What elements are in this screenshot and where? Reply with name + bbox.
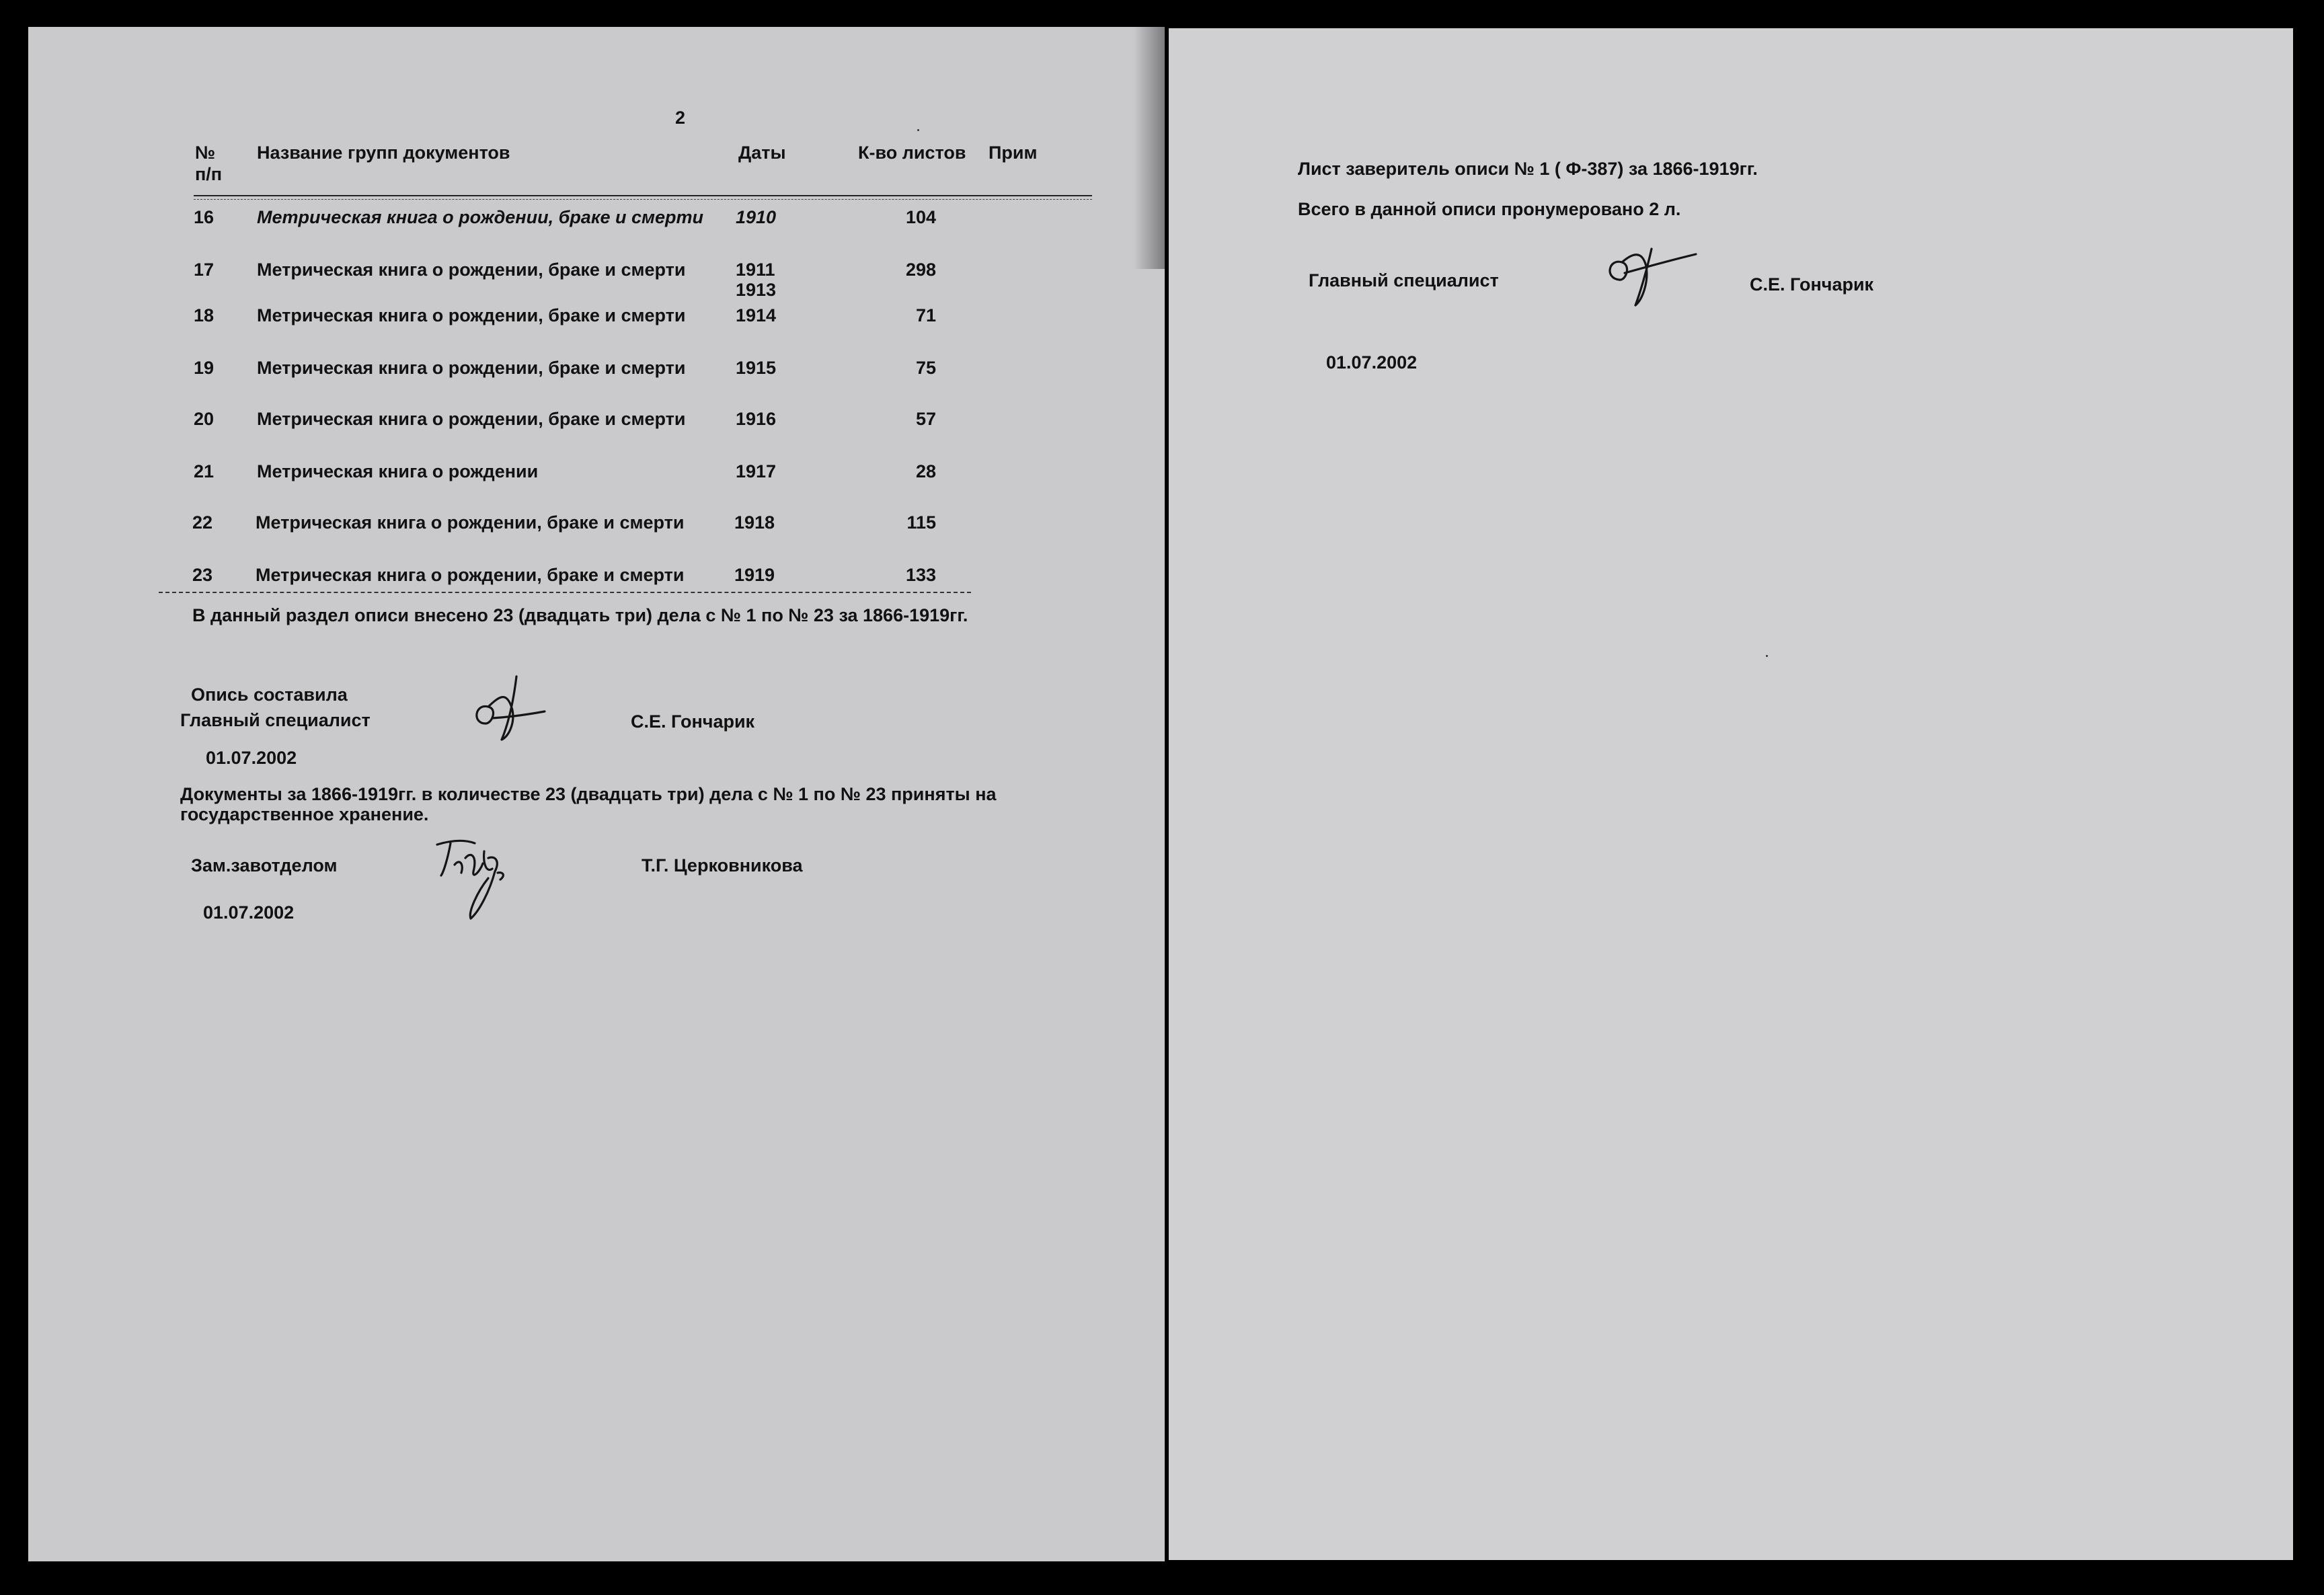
table-bottom-rule — [159, 592, 971, 593]
table-row-sheets: 71 — [915, 305, 936, 325]
signature-goncharik-left — [465, 670, 553, 744]
deputy-date: 01.07.2002 — [203, 902, 295, 923]
table-row-date-end: 1913 — [736, 280, 777, 300]
table-row-date: 1911 — [736, 260, 775, 280]
compiled-date: 01.07.2002 — [206, 748, 297, 768]
table-row-date: 1918 — [734, 512, 775, 533]
certifier-role: Главный специалист — [1309, 270, 1499, 290]
certification-date: 01.07.2002 — [1326, 352, 1418, 373]
table-row-num: 17 — [194, 260, 215, 280]
table-row-sheets: 115 — [906, 512, 936, 533]
table-row-sheets: 75 — [915, 358, 936, 378]
accepted-line-2: государственное хранение. — [180, 804, 429, 824]
header-note: Прим — [989, 143, 1038, 163]
page-number: 2 — [675, 108, 686, 128]
header-title: Название групп документов — [257, 143, 510, 163]
table-row-date: 1910 — [736, 207, 777, 227]
table-row-title: Метрическая книга о рождении, браке и смерти — [257, 358, 686, 378]
table-row-title: Метрическая книга о рождении, браке и смерти — [256, 512, 685, 533]
table-row-num: 20 — [194, 409, 215, 429]
page-fold-shadow — [1134, 27, 1165, 269]
right-page — [1169, 28, 2293, 1560]
compiled-role: Главный специалист — [180, 710, 371, 730]
table-row-sheets: 57 — [915, 409, 936, 429]
speck — [1766, 655, 1768, 657]
table-row-num: 18 — [194, 305, 215, 325]
table-row-date: 1916 — [736, 409, 777, 429]
certification-total: Всего в данной описи пронумеровано 2 л. — [1298, 199, 1681, 219]
summary-line: В данный раздел описи внесено 23 (двадцать три) дела с № 1 по № 23 за 1866-1919гг. — [192, 605, 968, 625]
accepted-line-1: Документы за 1866-1919гг. в количестве 23 (двадцать три) дела с № 1 по № 23 приняты на — [180, 784, 997, 804]
table-row-title: Метрическая книга о рождении, браке и смерти — [257, 207, 704, 227]
table-row-sheets: 28 — [915, 461, 936, 481]
table-row-sheets: 133 — [905, 565, 936, 585]
table-row-sheets: 298 — [905, 260, 936, 280]
deputy-name: Т.Г. Церковникова — [642, 855, 803, 876]
table-row-num: 19 — [194, 358, 215, 378]
table-row-date: 1919 — [734, 565, 775, 585]
table-row-num: 21 — [194, 461, 215, 481]
table-row-date: 1915 — [736, 358, 777, 378]
table-row-sheets: 104 — [905, 207, 936, 227]
signature-tserkovnikova — [430, 831, 525, 925]
header-num: № — [195, 143, 216, 163]
deputy-role: Зам.завотделом — [191, 855, 338, 876]
table-row-num: 23 — [192, 565, 213, 585]
table-row-num: 16 — [194, 207, 215, 227]
table-row-title: Метрическая книга о рождении, браке и смерти — [257, 409, 686, 429]
header-rule — [194, 195, 1092, 196]
certifier-name: С.Е. Гончарик — [1750, 274, 1874, 295]
table-row-title: Метрическая книга о рождении — [257, 461, 539, 481]
table-row-title: Метрическая книга о рождении, браке и смерти — [257, 305, 686, 325]
certification-title: Лист заверитель описи № 1 ( Ф-387) за 1866-1919гг. — [1298, 159, 1758, 179]
table-row-date: 1917 — [736, 461, 777, 481]
table-row-date: 1914 — [736, 305, 777, 325]
header-dates: Даты — [738, 143, 786, 163]
table-row-num: 22 — [192, 512, 213, 533]
compiled-name: С.Е. Гончарик — [631, 711, 755, 732]
header-rule-dashed — [194, 199, 1092, 200]
table-row-title: Метрическая книга о рождении, браке и смерти — [256, 565, 685, 585]
table-row-title: Метрическая книга о рождении, браке и смерти — [257, 260, 686, 280]
signature-goncharik-right — [1595, 239, 1703, 313]
header-num-sub: п/п — [195, 164, 223, 184]
compiled-label: Опись составила — [191, 685, 348, 705]
header-sheets: К-во листов — [858, 143, 966, 163]
speck — [917, 129, 919, 131]
